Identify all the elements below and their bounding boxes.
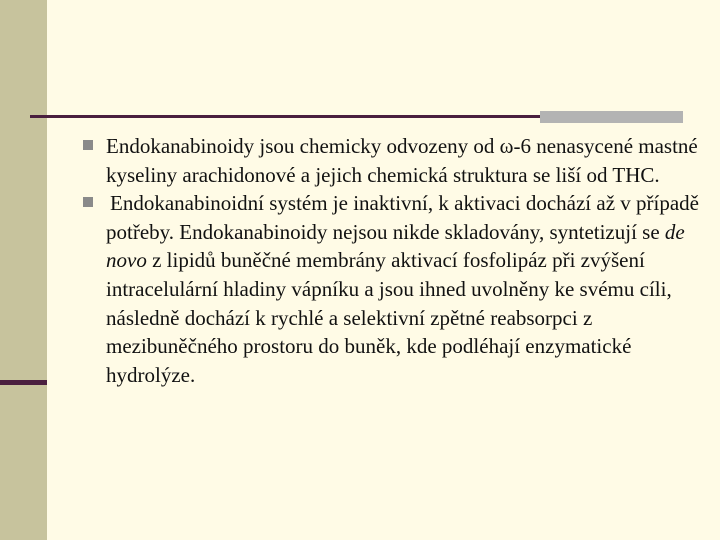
slide-body [80,132,700,389]
square-bullet-icon [83,140,93,150]
bullet-text-1: Endokanabinoidy jsou chemicky odvozeny od ω-6 nenasycené mastné kyseliny arachidonové a jejich chemická struktura se liší od THC. [106,134,698,187]
title-divider-gray-block [540,111,683,123]
left-decorative-bar [0,0,47,540]
bullet-text-2 [106,191,699,387]
square-bullet-icon [83,197,93,207]
title-divider-line [30,115,540,118]
left-accent-stripe [0,380,47,385]
bullet-item-2 [80,189,700,389]
bullet-item-1 [80,132,700,189]
bullet-text-2-part-2: z lipidů buněčné membrány aktivací fosfolipáz při zvýšení intracelulární hladiny vápníku a jsou ihned uvolněny ke svému cíli, následně dochází k rychlé a selektivní zpětné reabsorpci z mezibuněčného prostoru do buněk, kde podléhají enzymatické hydrolýze. [106,248,672,387]
bullet-text-2-italic: de novo [106,219,685,273]
bullet-text-2-part-1: Endokanabinoidní systém je inaktivní, k aktivaci dochází až v případě potřeby. Endokanabinoidy nejsou nikde skladovány, syntetizují se [106,191,699,244]
